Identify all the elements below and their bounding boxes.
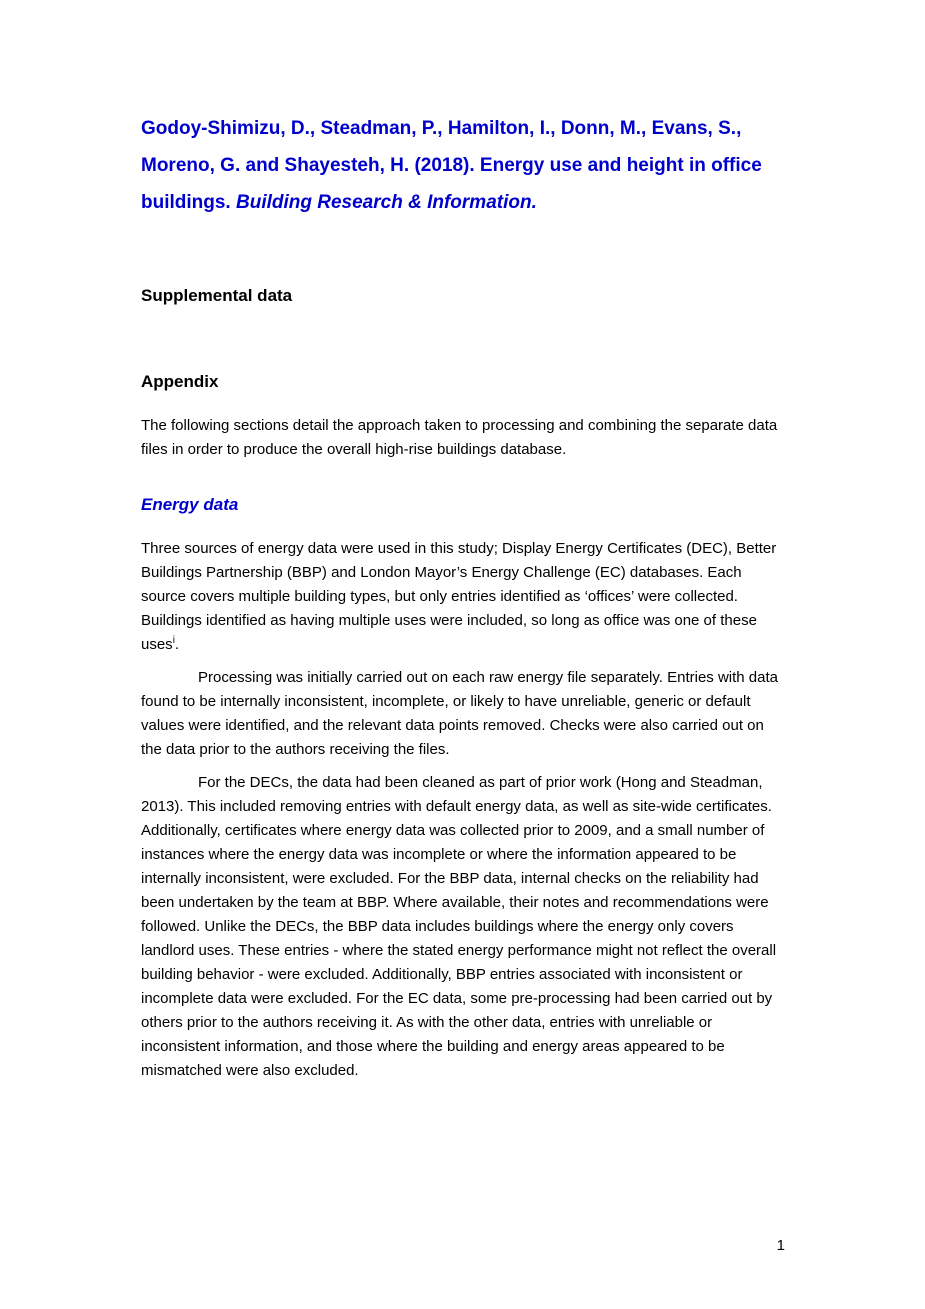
page-number: 1: [776, 1237, 785, 1254]
paragraph-energy-processing: Processing was initially carried out on each raw energy file separately. Entries with data found to be internally inconsistent, incomplete, or likely to have unreliable, generic or default values were identified, and the relevant data points removed. Checks were also carried out on the data prior to the authors receiving the files.: [141, 669, 779, 758]
heading-appendix: Appendix: [141, 372, 219, 391]
citation-main-text: Godoy-Shimizu, D., Steadman, P., Hamilton, I., Donn, M., Evans, S., Moreno, G. and Shayesteh, H. (2018). Energy use and height in office buildings.: [141, 118, 762, 213]
paragraph-appendix-intro: The following sections detail the approach taken to processing and combining the separate data files in order to produce the overall high-rise buildings database.: [141, 417, 778, 458]
heading-supplemental-data: Supplemental data: [141, 286, 293, 305]
citation-journal-title: Building Research & Information.: [236, 192, 537, 213]
paragraph-energy-sources: [141, 537, 786, 657]
endnote-marker-i: i: [172, 635, 175, 646]
energy-sources-period: .: [174, 636, 180, 653]
paragraph-energy-cleaning: For the DECs, the data had been cleaned as part of prior work (Hong and Steadman, 2013). This included removing entries with default energy data, as well as site-wide certificates. Additionally, certificates where energy data was collected prior to 2009, and a small number of instances where the energy data was incomplete or where the information appeared to be internally inconsistent, were excluded. For the BBP data, internal checks on the reliability had been undertaken by the team at BBP. Where available, their notes and recommendations were followed. Unlike the DECs, the BBP data includes buildings where the energy only covers landlord uses. These entries - where the stated energy performance might not reflect the overall building behavior - were excluded. Additionally, BBP entries associated with inconsistent or incomplete data were excluded. For the EC data, some pre-processing had been carried out by others prior to the authors receiving it. As with the other data, entries with unreliable or inconsistent information, and those where the building and energy areas appeared to be mismatched were also excluded.: [141, 774, 777, 1079]
heading-energy-data: Energy data: [141, 495, 239, 514]
citation-heading: [141, 110, 786, 221]
energy-sources-text: Three sources of energy data were used in this study; Display Energy Certificates (DEC), Better Buildings Partnership (BBP) and London Mayor’s Energy Challenge (EC) databases. Each source covers multiple building types, but only entries identified as ‘offices’ were collected. Buildings identified as having multiple uses were included, so long as office was one of these uses: [141, 540, 777, 653]
